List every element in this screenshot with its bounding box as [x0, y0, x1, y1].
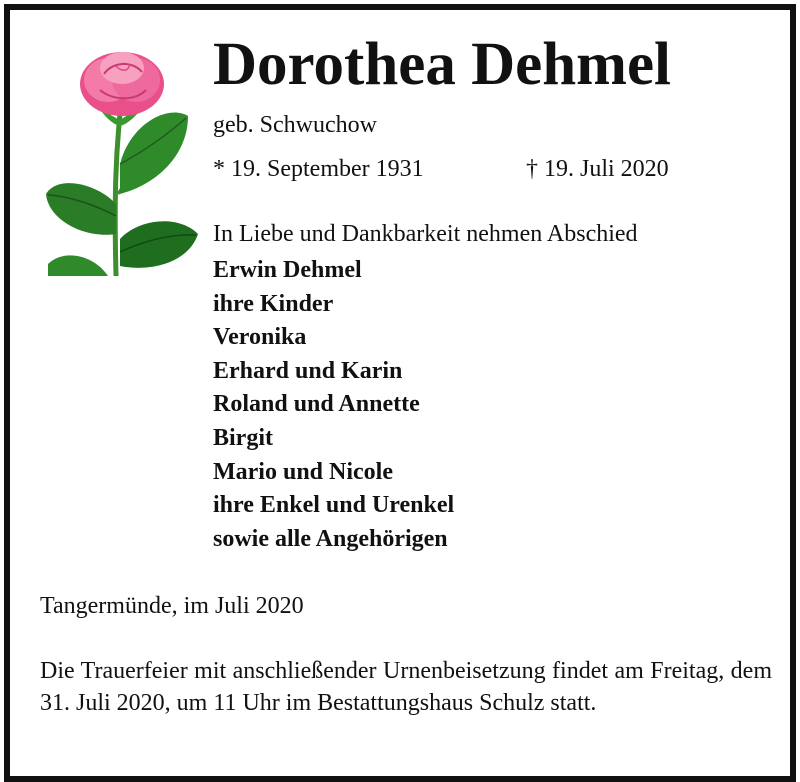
deceased-name: Dorothea Dehmel — [213, 31, 671, 98]
place-and-date: Tangermünde, im Juli 2020 — [40, 593, 304, 619]
mourner-item: Erwin Dehmel — [213, 257, 362, 283]
birth-date: * 19. September 1931 — [213, 156, 424, 182]
service-notice: Die Trauerfeier mit anschließender Urnenbeisetzung findet am Freitag, dem 31. Juli 2020, um 11 Uhr im Bestattungshaus Schulz statt. — [40, 658, 772, 716]
mourner-item: ihre Enkel und Urenkel — [213, 492, 455, 519]
mourners-list — [213, 254, 454, 556]
mourner-item: Roland und Annette — [213, 391, 420, 418]
mourner-item: sowie alle Angehörigen — [213, 525, 448, 552]
maiden-name: geb. Schwuchow — [213, 112, 377, 138]
death-date: † 19. Juli 2020 — [526, 156, 669, 182]
mourner-item: Veronika — [213, 324, 307, 351]
mourner-item: Mario und Nicole — [213, 458, 393, 485]
rose-image — [38, 44, 198, 276]
obituary-notice — [4, 4, 796, 782]
mourner-item: ihre Kinder — [213, 290, 334, 317]
mourner-item: Erhard und Karin — [213, 357, 403, 384]
farewell-line: In Liebe und Dankbarkeit nehmen Abschied — [213, 221, 638, 247]
mourner-item: Birgit — [213, 424, 273, 451]
